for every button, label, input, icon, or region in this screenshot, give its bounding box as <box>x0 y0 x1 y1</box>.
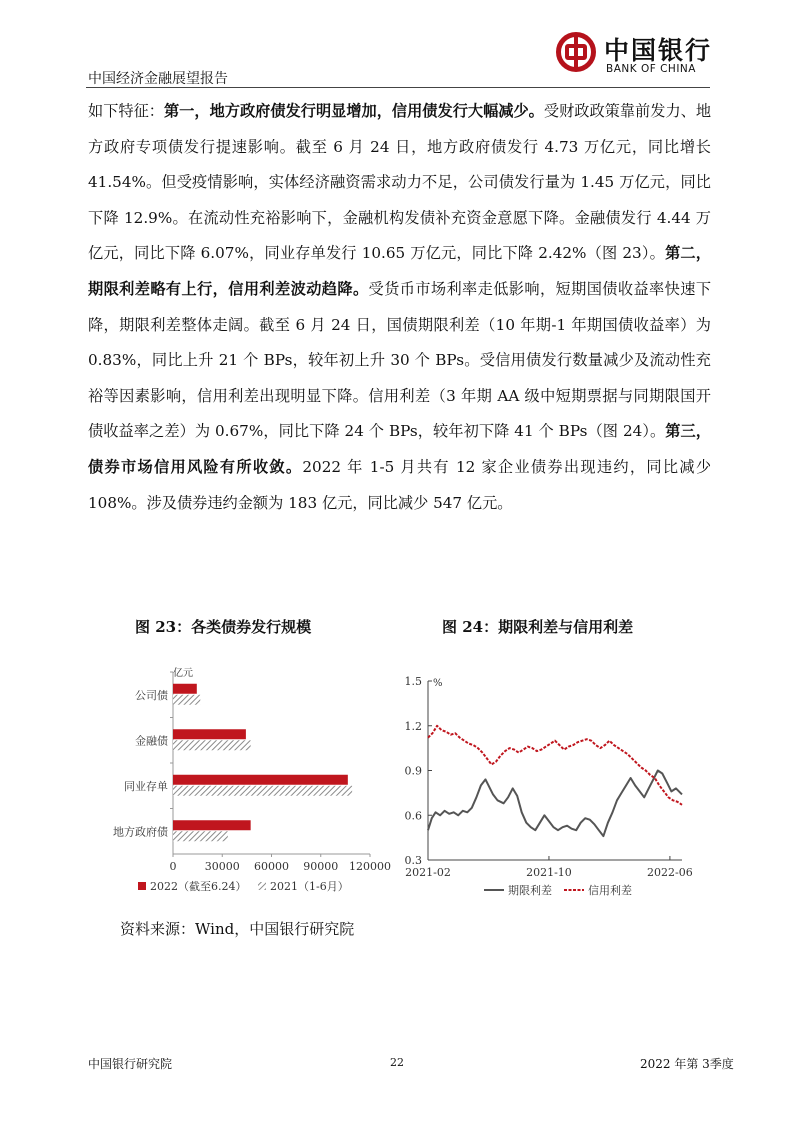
y-tick-label: 1.5 <box>404 675 422 688</box>
category-label: 公司债 <box>135 688 168 702</box>
footer-institution: 中国银行研究院 <box>88 1057 173 1071</box>
data-source-note: 资料来源：Wind，中国银行研究院 <box>120 920 355 938</box>
body-text-segment: 受财政政策靠前发力、地方政府专项债发行提速影响。截至 6 月 24 日，地方政府债发行 4.73 万亿元，同比增长 41.54%。但受疫情影响，实体经济融资需求动力不足，公司债发行量为 1.45 万亿元，同比下降 12.9%。在流动性充裕影响下，金融机构发债补充资金意愿下降。金融债发行 4.44 万亿元，同比下降 6.07%，同业存单发行 10.65 万亿元，同比下降 2.42%（图 23）。 <box>88 102 712 263</box>
body-paragraph <box>88 94 711 521</box>
emphasis-text: 第三，债券市场信用风险有所收敛。 <box>88 422 711 476</box>
body-text-segment: 受货币市场利率走低影响，短期国债收益率快速下降，期限利差整体走阔。截至 6 月 24 日，国债期限利差（10 年期-1 年期国债收益率）为 0.83%，同比上升 21 个 BPs，较年初上升 30 个 BPs。受信用债发行数量减少及流动性充裕等因素影响，信用利差出现明显下降。信用利差（3 年期 AA 级中短期票据与同期限国开债收益率之差）为 0.67%，同比下降 24 个 BPs，较年初下降 41 个 BPs（图 24）。 <box>88 279 712 441</box>
bar <box>173 684 197 694</box>
bond-issuance-bar-chart <box>98 660 398 900</box>
logo-chinese-name: 中国银行 <box>604 36 713 65</box>
bar <box>173 820 251 830</box>
body-text-segment: 2022 年 1-5 月共有 12 家企业债券出现违约，同比减少 108%。涉及债券违约金额为 183 亿元，同比减少 547 亿元。 <box>88 457 712 512</box>
x-tick-label: 2021-02 <box>405 866 451 879</box>
category-label: 金融债 <box>135 734 168 748</box>
y-tick-label: 0.9 <box>404 764 422 778</box>
legend-label: 期限利差 <box>508 884 552 897</box>
bar <box>173 775 348 785</box>
bank-logo <box>556 30 716 80</box>
bar <box>173 831 228 841</box>
page-number: 22 <box>390 1056 404 1069</box>
legend-swatch <box>258 882 266 890</box>
report-title: 中国经济金融展望报告 <box>88 71 228 87</box>
y-tick-label: 1.2 <box>404 719 422 733</box>
x-tick-label: 2022-06 <box>647 866 693 879</box>
header-divider <box>86 87 710 88</box>
y-axis-unit-label: 亿元 <box>173 668 193 679</box>
emphasis-text: 第二，期限利差略有上行，信用利差波动趋降。 <box>88 244 711 298</box>
y-tick-label: 0.3 <box>404 854 422 867</box>
figure-24-title: 图 24：期限利差与信用利差 <box>442 618 634 636</box>
bank-of-china-emblem <box>556 32 596 72</box>
emphasis-text: 第一，地方政府债发行明显增加，信用债发行大幅减少。 <box>163 102 544 120</box>
bar <box>173 740 251 750</box>
legend-label: 2022（截至6.24） <box>150 880 247 893</box>
spread-line-chart <box>396 668 708 903</box>
logo-english-name: BANK OF CHINA <box>606 63 696 75</box>
x-tick-label: 90000 <box>303 860 339 873</box>
y-axis-unit-label: % <box>433 678 443 689</box>
x-tick-label: 2021-10 <box>526 866 572 879</box>
figure-23-title: 图 23：各类债券发行规模 <box>135 618 312 636</box>
footer-quarter: 2022 年第 3季度 <box>640 1057 734 1071</box>
series-line <box>428 726 682 805</box>
x-tick-label: 120000 <box>349 860 391 873</box>
bar <box>173 729 246 739</box>
body-text-segment: 如下特征： <box>88 102 164 120</box>
x-tick-label: 60000 <box>254 860 289 873</box>
x-tick-label: 0 <box>169 860 177 873</box>
y-tick-label: 0.6 <box>404 809 422 823</box>
legend-label: 信用利差 <box>588 884 632 897</box>
legend-label: 2021（1-6月） <box>270 880 349 893</box>
bar <box>173 695 200 705</box>
category-label: 地方政府债 <box>113 825 168 839</box>
bar <box>173 786 352 796</box>
series-line <box>428 771 682 837</box>
x-tick-label: 30000 <box>204 860 240 873</box>
category-label: 同业存单 <box>124 779 168 793</box>
legend-swatch <box>138 882 146 890</box>
